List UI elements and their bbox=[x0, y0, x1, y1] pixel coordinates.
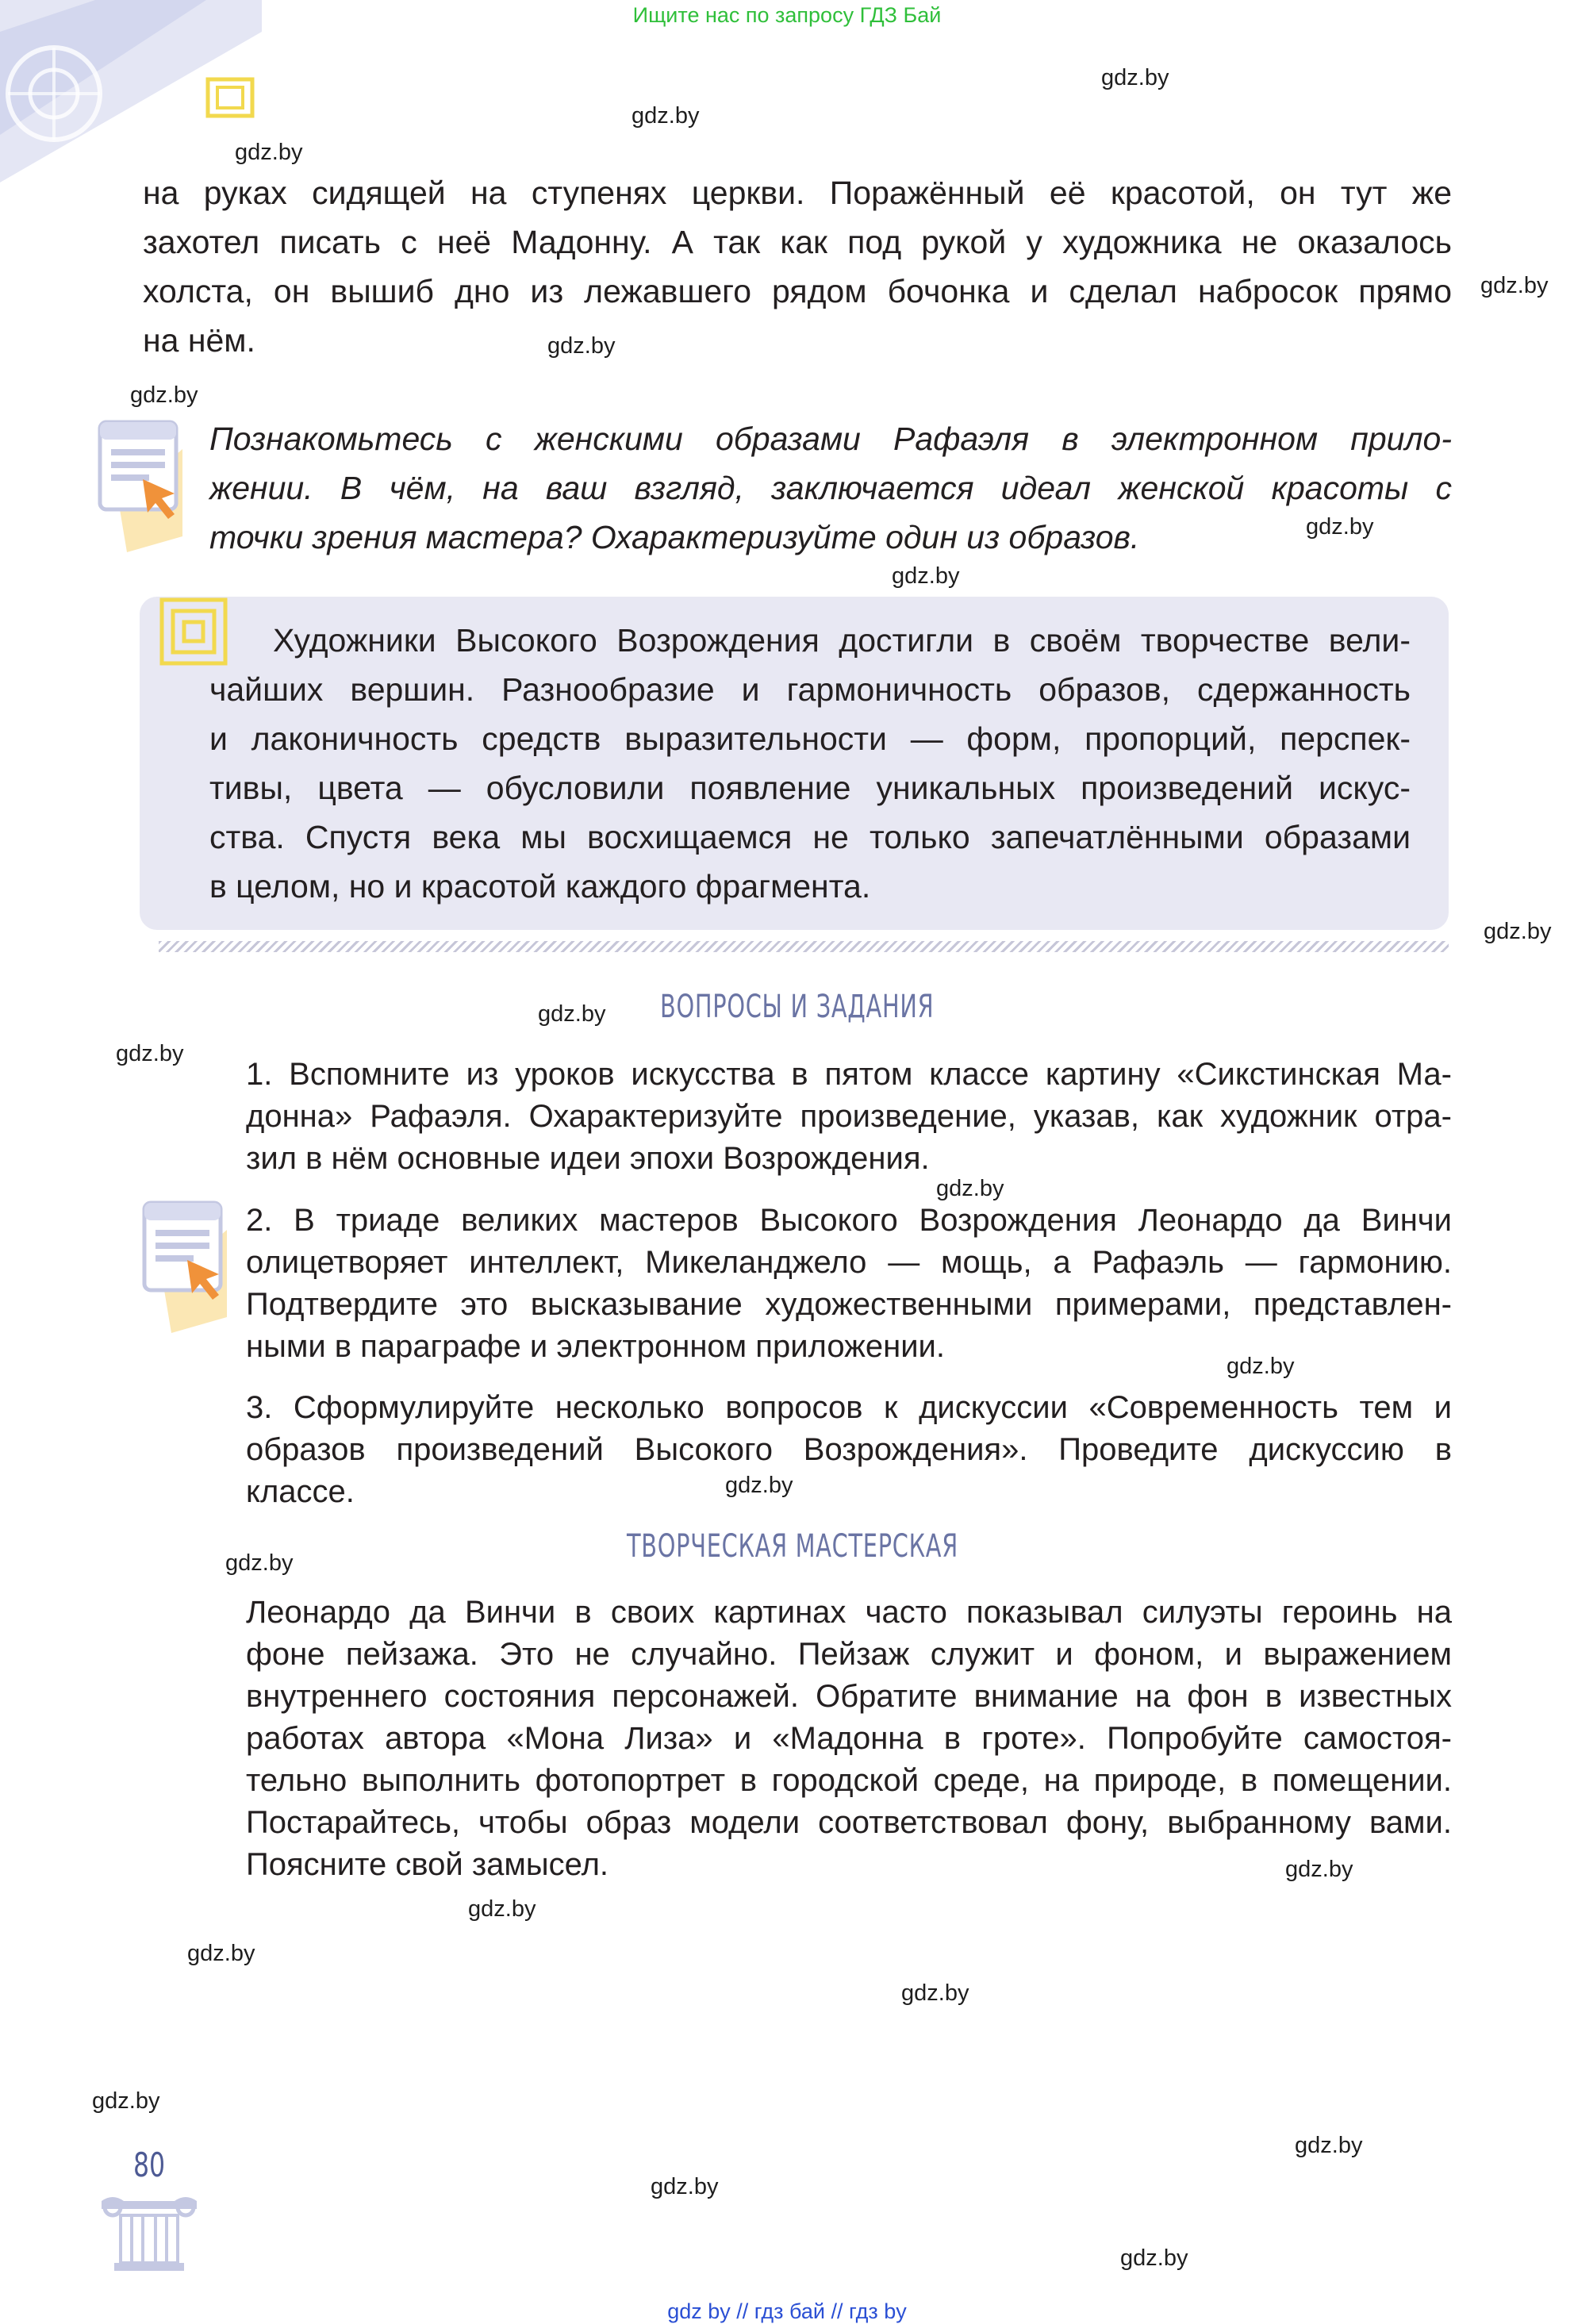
watermark: gdz.by bbox=[187, 1941, 255, 1966]
text-line: внутреннего состояния персонажей. Обратите внимание на фон в известных bbox=[246, 1679, 1452, 1714]
summary-text bbox=[209, 616, 1411, 911]
watermark: gdz.by bbox=[1480, 273, 1549, 298]
watermark: gdz.by bbox=[1306, 514, 1374, 540]
text-line: на руках сидящей на ступенях церкви. Поражённый её красотой, он тут же bbox=[143, 175, 1452, 211]
text-line: Подтвердите это высказывание художественными примерами, представлен- bbox=[246, 1287, 1452, 1322]
text-line: холста, он вышиб дно из лежавшего рядом бочонка и сделал набросок прямо bbox=[143, 273, 1452, 309]
text-line: 1. Вспомните из уроков искусства в пятом классе картину «Сикстинская Ма- bbox=[246, 1057, 1452, 1092]
questions-heading: ВОПРОСЫ И ЗАДАНИЯ bbox=[660, 989, 935, 1025]
task-text bbox=[209, 414, 1452, 562]
watermark: gdz.by bbox=[1285, 1857, 1353, 1882]
box-divider bbox=[159, 941, 1449, 952]
text-line: точки зрения мастера? Охарактеризуйте один из образов. bbox=[209, 519, 1140, 555]
watermark: gdz.by bbox=[1484, 919, 1552, 944]
text-line: на нём. bbox=[143, 322, 255, 359]
text-line: захотел писать с неё Мадонну. А так как под рукой у художника не оказалось bbox=[143, 224, 1452, 260]
text-line: зил в нём основные идеи эпохи Возрождения. bbox=[246, 1141, 930, 1176]
watermark: gdz.by bbox=[116, 1041, 184, 1066]
watermark: gdz.by bbox=[1227, 1354, 1295, 1379]
text-line: Художники Высокого Возрождения достигли в своём творчестве вели- bbox=[273, 622, 1411, 659]
text-line: донна» Рафаэля. Охарактеризуйте произведение, указав, как художник отра- bbox=[246, 1099, 1452, 1134]
bottom-banner[interactable]: gdz by // гдз бай // гдз by bbox=[667, 2299, 907, 2323]
electronic-app-icon bbox=[95, 417, 190, 552]
watermark: gdz.by bbox=[936, 1176, 1004, 1201]
text-line: чайших вершин. Разнообразие и гармоничность образов, сдержанность bbox=[209, 671, 1411, 708]
watermark: gdz.by bbox=[1101, 65, 1169, 90]
watermark: gdz.by bbox=[130, 382, 198, 408]
question-1 bbox=[246, 1054, 1452, 1180]
question-3 bbox=[246, 1387, 1452, 1513]
text-line: ства. Спустя века мы восхищаемся не только запечатлёнными образами bbox=[209, 819, 1411, 855]
watermark: gdz.by bbox=[547, 333, 616, 359]
watermark: gdz.by bbox=[632, 103, 700, 129]
text-line: тельно выполнить фотопортрет в городской среде, на природе, в помещении. bbox=[246, 1763, 1452, 1798]
text-line: Леонардо да Винчи в своих картинах часто показывал силуэты героинь на bbox=[246, 1595, 1452, 1630]
text-line: работах автора «Мона Лиза» и «Мадонна в гроте». Попробуйте самостоя- bbox=[246, 1721, 1452, 1756]
watermark: gdz.by bbox=[1295, 2133, 1363, 2158]
watermark: gdz.by bbox=[651, 2174, 719, 2199]
text-line: 2. В триаде великих мастеров Высокого Возрождения Леонардо да Винчи bbox=[246, 1203, 1452, 1238]
intro-paragraph bbox=[143, 168, 1452, 365]
text-line: тивы, цвета — обусловили появление уникальных произведений искус- bbox=[209, 770, 1411, 806]
workshop-heading: ТВОРЧЕСКАЯ МАСТЕРСКАЯ bbox=[627, 1528, 958, 1565]
text-line: образов произведений Высокого Возрождения». Проведите дискуссию в bbox=[246, 1432, 1452, 1467]
watermark: gdz.by bbox=[725, 1473, 793, 1498]
text-line: и лаконичность средств выразительности — форм, пропорций, перспек- bbox=[209, 720, 1411, 757]
text-line: классе. bbox=[246, 1474, 355, 1509]
text-line: фоне пейзажа. Это не случайно. Пейзаж служит и фоном, и выражением bbox=[246, 1637, 1452, 1672]
text-line: 3. Сформулируйте несколько вопросов к дискуссии «Современность тем и bbox=[246, 1390, 1452, 1425]
watermark: gdz.by bbox=[235, 140, 303, 165]
watermark: gdz.by bbox=[1120, 2245, 1188, 2271]
question-2 bbox=[246, 1200, 1452, 1368]
electronic-app-icon bbox=[140, 1198, 235, 1333]
watermark: gdz.by bbox=[901, 1980, 969, 2006]
text-line: жении. В чём, на ваш взгляд, заключается идеал женской красоты с bbox=[209, 470, 1452, 506]
text-line: Постарайтесь, чтобы образ модели соответствовал фону, выбранному вами. bbox=[246, 1805, 1452, 1840]
watermark: gdz.by bbox=[92, 2088, 160, 2114]
watermark: gdz.by bbox=[225, 1550, 294, 1576]
column-icon bbox=[97, 2193, 202, 2272]
text-line: в целом, но и красотой каждого фрагмента. bbox=[209, 868, 871, 905]
workshop-text bbox=[246, 1592, 1452, 1886]
top-banner[interactable]: Ищите нас по запросу ГДЗ Бай bbox=[632, 3, 942, 27]
watermark: gdz.by bbox=[468, 1896, 536, 1922]
text-line: Поясните свой замысел. bbox=[246, 1847, 609, 1882]
text-line: Познакомьтесь с женскими образами Рафаэля в электронном прило- bbox=[209, 421, 1452, 457]
page-number: 80 bbox=[133, 2145, 166, 2184]
watermark: gdz.by bbox=[892, 563, 960, 589]
text-line: олицетворяет интеллект, Микеланджело — мощь, а Рафаэль — гармонию. bbox=[246, 1245, 1452, 1280]
watermark: gdz.by bbox=[538, 1001, 606, 1027]
text-line: ными в параграфе и электронном приложении. bbox=[246, 1329, 946, 1364]
